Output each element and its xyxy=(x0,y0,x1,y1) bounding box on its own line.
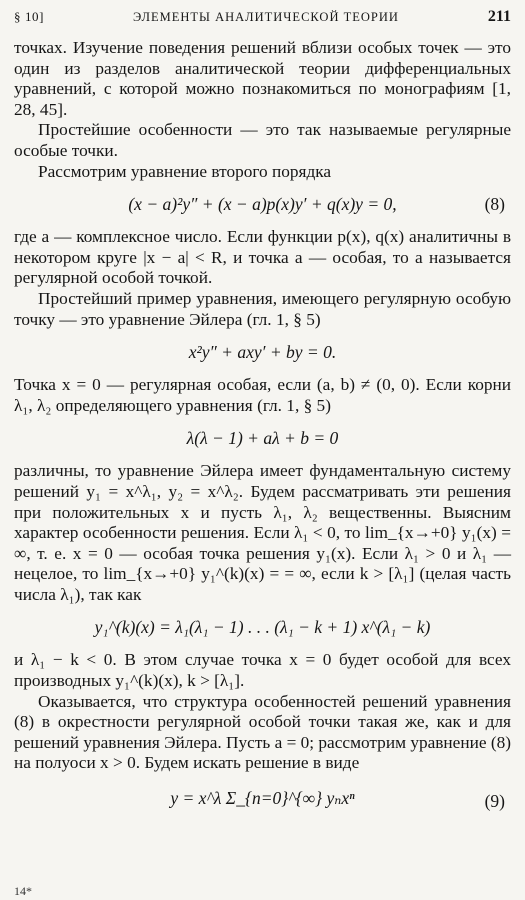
derivative-formula-body: y₁^(k)(x) = λ₁(λ₁ − 1) . . . (λ₁ − k + 1) x^(λ₁ − k) xyxy=(94,617,431,638)
paragraph-8: и λ₁ − k < 0. В этом случае точка x = 0 будет особой для всех производных y₁^(k)(x), k > [λ₁]. xyxy=(14,650,511,691)
euler-equation-body: x²y″ + axy′ + by = 0. xyxy=(188,342,337,363)
page-number: 211 xyxy=(487,8,511,25)
equation-9-body: y = x^λ Σ_{n=0}^{∞} yₙxⁿ xyxy=(170,788,355,809)
paragraph-3: Рассмотрим уравнение второго порядка xyxy=(38,161,332,181)
paragraph-1: точках. Изучение поведения решений вблизи особых точек — это один из разделов аналитической теории дифференциальных уравнений, с которой можно познакомиться по монографиям [1, 28, 45]. xyxy=(14,38,511,119)
paragraph-7: различны, то уравнение Эйлера имеет фундаментальную систему решений y₁ = x^λ₁, y₂ = x^λ₂. Будем рассматривать эти решения при положительных x и пусть λ₁, λ₂ вещественны. Выясним характер особенности решения. Если λ₁ < 0, то lim_{x→+0} y₁(x) = ∞, т. е. x = 0 — особая точка решения y₁(x). Если λ₁ > 0 и λ₁ — нецелое, то lim_{x→+0} y₁^(k)(x) = = ∞, если k > [λ₁] (целая часть числа λ₁), так как xyxy=(14,461,511,604)
signature-mark: 14* xyxy=(14,884,32,898)
equation-8-body: (x − a)²y″ + (x − a)p(x)y′ + q(x)y = 0, xyxy=(128,194,397,215)
equation-8-tag: (8) xyxy=(484,194,505,215)
indicial-equation xyxy=(14,427,511,449)
indicial-equation-body: λ(λ − 1) + aλ + b = 0 xyxy=(186,428,339,449)
paragraph-9: Оказывается, что структура особенностей решений уравнения (8) в окрестности регулярной особой точки такая же, как и для решений уравнения Эйлера. Пусть a = 0; рассмотрим уравнение (8) на полуоси x > 0. Будем искать решение в виде xyxy=(14,691,511,773)
running-header xyxy=(14,8,511,26)
paragraph-4: где a — комплексное число. Если функции p(x), q(x) аналитичны в некотором круге |x − a| < R, и точка a — особая, то a называется регулярной особой точкой. xyxy=(14,227,511,288)
section-marker: § 10] xyxy=(14,9,45,24)
paragraph-5: Простейший пример уравнения, имеющего регулярную особую точку — это уравнение Эйлера (гл. 1, § 5) xyxy=(14,288,511,329)
equation-9 xyxy=(14,784,511,812)
euler-equation xyxy=(14,341,511,363)
paragraph-2: Простейшие особенности — это так называемые регулярные особые точки. xyxy=(14,120,511,160)
paragraph-6: Точка x = 0 — регулярная особая, если (a, b) ≠ (0, 0). Если корни λ₁, λ₂ определяющего уравнения (гл. 1, § 5) xyxy=(14,375,511,415)
running-title: ЭЛЕМЕНТЫ АНАЛИТИЧЕСКОЙ ТЕОРИИ xyxy=(133,10,399,24)
equation-9-tag: (9) xyxy=(484,791,505,812)
derivative-formula xyxy=(14,616,511,638)
equation-8 xyxy=(14,193,511,215)
